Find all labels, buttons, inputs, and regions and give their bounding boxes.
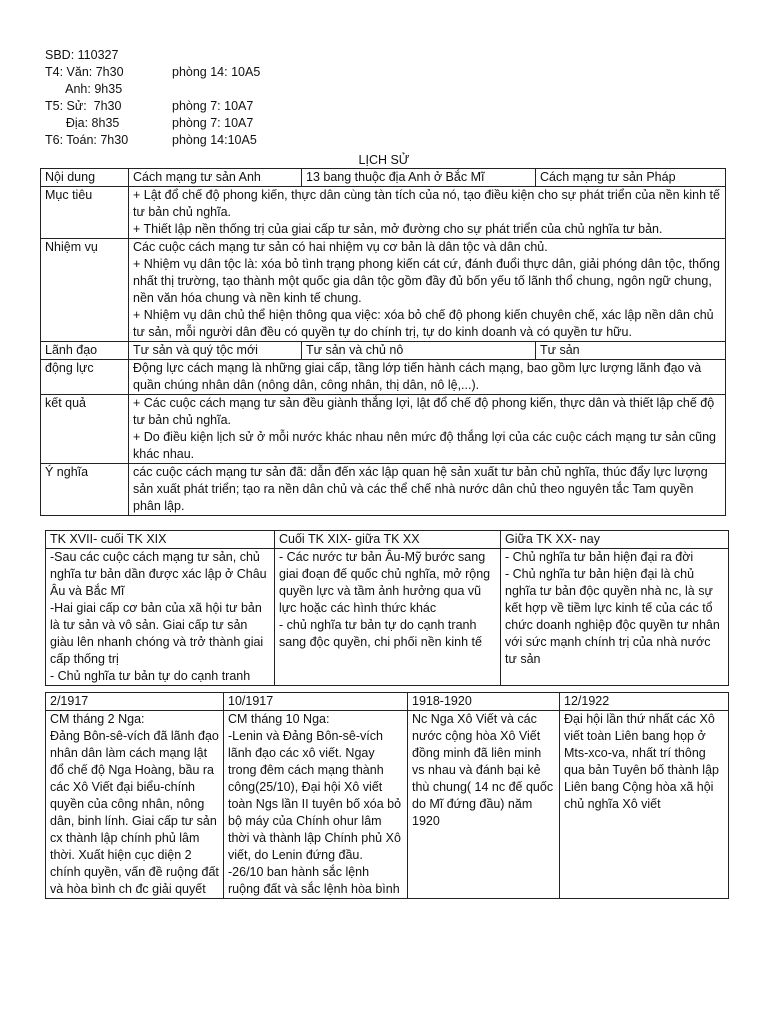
revolution-comparison-table (40, 168, 726, 516)
table-header-row (41, 169, 726, 187)
table-cell: + Các cuộc cách mạng tư sản đều giành thắng lợi, lật đổ chế độ phong kiến, thực dân và thiết lập chế độ tư bản chủ nghĩa. + Do điều kiện lịch sử ở mỗi nước khác nhau nên mức độ thắng lợi của các cuộc cách mạng tư sản cũng khác nhau. (129, 395, 726, 464)
table-cell: - Các nước tư bản Âu-Mỹ bước sang giai đoạn đế quốc chủ nghĩa, mở rộng quyền lực và tầm ảnh hưởng qua vũ lực hoặc các hình thức khác - chủ nghĩa tư bản tự do cạnh tranh sang độc quyền, chi phối nền kinh tế (275, 549, 501, 686)
table-header-cell: TK XVII- cuối TK XIX (46, 531, 275, 549)
table-cell: Đại hội lần thứ nhất các Xô viết toàn Liên bang họp ở Mts-xco-va, nhất trí thông qua bản Tuyên bố thành lập Liên bang Cộng hòa xã hội chủ nghĩa Xô viết (560, 711, 729, 899)
table-row (41, 342, 726, 360)
table-row (46, 711, 729, 899)
table-cell: + Lật đổ chế độ phong kiến, thực dân cùng tàn tích của nó, tạo điều kiện cho sự phát triển của nền kinh tế tư bản chủ nghĩa. + Thiết lập nền thống trị của giai cấp tư sản, mở đường cho sự phát triển của chủ nghĩa tư bản. (129, 187, 726, 239)
row-label: Ý nghĩa (41, 464, 129, 516)
row-label: động lực (41, 360, 129, 395)
schedule-line: T4: Văn: 7h30 phòng 14: 10A5 (45, 65, 261, 79)
table-header-cell: 10/1917 (224, 693, 408, 711)
row-label: Mục tiêu (41, 187, 129, 239)
table-header-cell: Cuối TK XIX- giữa TK XX (275, 531, 501, 549)
row-label: Lãnh đạo (41, 342, 129, 360)
table-row (41, 360, 726, 395)
table-header-cell: Giữa TK XX- nay (501, 531, 729, 549)
table-header-cell: 12/1922 (560, 693, 729, 711)
schedule-line: T5: Sử: 7h30 phòng 7: 10A7 (45, 99, 254, 113)
table-cell: Tư sản và chủ nô (302, 342, 536, 360)
row-label: Nhiệm vụ (41, 239, 129, 342)
table-cell: Tư sản (536, 342, 726, 360)
table-cell: Tư sản và quý tộc mới (129, 342, 302, 360)
table-row (41, 395, 726, 464)
table-header-cell: 2/1917 (46, 693, 224, 711)
schedule-line: Địa: 8h35 phòng 7: 10A7 (45, 116, 254, 130)
table-row (41, 239, 726, 342)
table-cell: Nc Nga Xô Viết và các nước cộng hòa Xô Viết đồng minh đã liên minh vs nhau và đánh bại kẻ thù chung( 14 nc đế quốc do Mĩ đứng đầu) năm 1920 (408, 711, 560, 899)
table-cell: các cuộc cách mạng tư sản đã: dẫn đến xác lập quan hệ sản xuất tư bản chủ nghĩa, thúc đẩy lực lượng sản xuất phát triển; tạo ra nền dân chủ và các thể chế nhà nước dân chủ theo nguyên tắc Tam quyền phân lập. (129, 464, 726, 516)
table-cell: Các cuộc cách mạng tư sản có hai nhiệm vụ cơ bản là dân tộc và dân chủ. + Nhiệm vụ dân tộc là: xóa bỏ tình trạng phong kiến cát cứ, đánh đuổi thực dân, giải phóng dân tộc, thống nhất thị trường, tạo thành một quốc gia dân tộc gồm đầy đủ bốn yếu tố lãnh thổ chung, ngôn ngữ chung, nền văn hóa chung và nền kinh tế chung. + Nhiệm vụ dân chủ thể hiện thông qua việc: xóa bỏ chế độ phong kiến chuyên chế, xác lập nền dân chủ tư sản, mỗi người dân đều có quyền tự do chính trị, tự do kinh doanh và có quyền tư hữu. (129, 239, 726, 342)
table-cell: -Sau các cuộc cách mạng tư sản, chủ nghĩa tư bản dần được xác lập ở Châu Âu và Bắc Mĩ -Hai giai cấp cơ bản của xã hội tư bản là tư sản và vô sản. Giai cấp tư sản giàu lên nhanh chóng và trở thành giai cấp thống trị - Chủ nghĩa tư bản tự do cạnh tranh (46, 549, 275, 686)
table-header-row (46, 693, 729, 711)
table-header-row (46, 531, 729, 549)
schedule-line: Anh: 9h35 (45, 82, 123, 96)
exam-schedule (45, 47, 445, 149)
table-header-cell: 1918-1920 (408, 693, 560, 711)
capitalism-periods-table (45, 530, 729, 686)
table-header-cell: Cách mạng tư sản Pháp (536, 169, 726, 187)
table-cell: Động lực cách mạng là những giai cấp, tầng lớp tiến hành cách mạng, bao gồm lực lượng lãnh đạo và quần chúng nhân dân (nông dân, công nhân, thị dân, nô lệ,...). (129, 360, 726, 395)
page-title: LỊCH SỬ (358, 153, 410, 167)
table-cell: CM tháng 2 Nga: Đảng Bôn-sê-vích đã lãnh đạo nhân dân làm cách mạng lật đổ chế độ Nga Hoàng, bầu ra các Xô Viết đại biểu-chính quyền của công nhân, nông dân, binh lính. Giai cấp tư sản cx thành lập chính phủ lâm thời. Xuất hiện cục diện 2 chính quyền, vấn đề ruộng đất và hòa bình ch đc giải quyết (46, 711, 224, 899)
table-row (46, 549, 729, 686)
schedule-line: T6: Toán: 7h30 phòng 14:10A5 (45, 133, 257, 147)
row-label: kết quả (41, 395, 129, 464)
sbd-line: SBD: 110327 (45, 48, 119, 62)
russian-revolution-timeline-table (45, 692, 729, 899)
table-cell: - Chủ nghĩa tư bản hiện đại ra đời - Chủ nghĩa tư bản hiện đại là chủ nghĩa tư bản độc quyền nhà nc, là sự kết hợp về tiềm lực kinh tế của các tổ chức doanh nghiệp độc quyền tư nhân với sức mạnh chính trị của nhà nước tư sản (501, 549, 729, 686)
table-header-cell: 13 bang thuộc địa Anh ở Bắc Mĩ (302, 169, 536, 187)
table-row (41, 187, 726, 239)
table-header-cell: Cách mạng tư sản Anh (129, 169, 302, 187)
table-row (41, 464, 726, 516)
table-header-cell: Nội dung (41, 169, 129, 187)
table-cell: CM tháng 10 Nga: -Lenin và Đảng Bôn-sê-vích lãnh đạo các xô viết. Ngay trong đêm cách mạng thành công(25/10), Đại hội Xô viết toàn Ngs lần II tuyên bố xóa bỏ bộ máy của Chính ohur lâm thời và thành lập Chính phủ Xô viết, do Lenin đứng đầu. -26/10 ban hành sắc lệnh ruộng đất và sắc lệnh hòa bình (224, 711, 408, 899)
